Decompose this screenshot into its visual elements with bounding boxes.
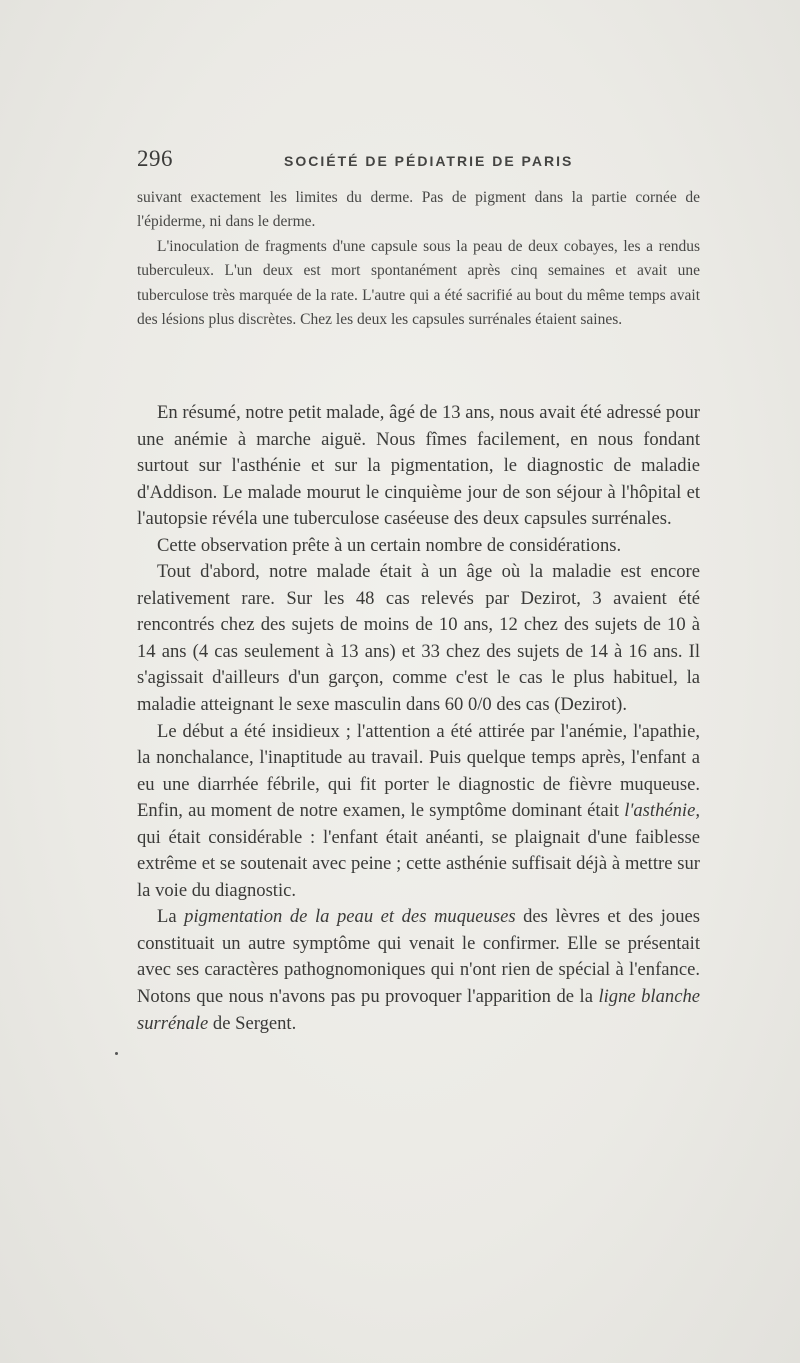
print-speck: [115, 1052, 118, 1055]
small-paragraph: L'inoculation de fragments d'une capsule sous la peau de deux cobayes, les a rendus tuberculeux. L'un deux est mort spontanément après cinq semaines et avait une tuberculose très marquée de la rate. L'autre qui a été sacrifié au bout du même temps avait des lésions plus discrètes. Chez les deux les capsules surrénales étaient saines.: [137, 237, 700, 329]
body-paragraph: [137, 559, 700, 718]
italic-phrase: ligne blanche surrénale: [137, 986, 700, 1034]
text-run: de Sergent.: [208, 1012, 297, 1034]
text-run: Le début a été insidieux ; l'attention a été attirée par l'anémie, l'apathie, la nonchalance, l'inaptitude au travail. Puis quelque temps après, l'enfant a eu une diarrhée fébrile, qui fit porter le diagnostic de fièvre muqueuse. Enfin, au moment de notre examen, le symptôme dominant était: [137, 720, 700, 822]
text-run: En résumé, notre petit malade, âgé de 13 ans, nous avait été adressé pour une anémie à marche aiguë. Nous fîmes facilement, en nous fondant surtout sur l'asthénie et sur la pigmentation, le diagnostic de maladie d'Addison. Le malade mourut le cinquième jour de son séjour à l'hôpital et l'autopsie révéla une tuberculose caséeuse des deux capsules surrénales.: [137, 402, 700, 530]
discussion-text: [137, 400, 700, 1037]
text-run: Cette observation prête à un certain nombre de considérations.: [157, 534, 622, 556]
text-run: Tout d'abord, notre malade était à un âge où la maladie est encore relativement rare. Sur les 48 cas relevés par Dezirot, 3 avaient été rencontrés chez des sujets de moins de 10 ans, 12 chez des sujets de 10 à 14 ans (4 cas seulement à 13 ans) et 33 chez des sujets de 14 à 16 ans. Il s'agissait d'ailleurs d'un garçon, comme c'est le cas le plus habituel, la maladie atteignant le sexe masculin dans 60 0/0 des cas (Dezirot).: [137, 561, 700, 716]
running-title: SOCIÉTÉ DE PÉDIATRIE DE PARIS: [284, 153, 574, 169]
text-run: La: [157, 906, 185, 928]
small-paragraph: suivant exactement les limites du derme. Pas de pigment dans la partie cornée de l'épiderme, ni dans le derme.: [137, 189, 700, 231]
text-run: des lèvres et des joues constituait un autre symptôme qui venait le confirmer. Elle se présentait avec ses caractères pathognomoniques qui n'ont rien de spécial à l'enfance. Notons que nous n'avons pas pu provoquer l'apparition de la: [137, 906, 700, 1008]
body-paragraph: [137, 400, 700, 533]
body-paragraph: [137, 904, 700, 1037]
page-number: 296: [137, 146, 173, 171]
body-paragraph: [137, 533, 700, 560]
text-run: qui était considérable : l'enfant était anéanti, se plaignait d'une faiblesse extrême et se soutenait avec peine ; cette asthénie suffisait déjà à mettre sur la voie du diagnostic.: [137, 826, 700, 901]
observation-details: [137, 186, 700, 332]
page-header: [137, 146, 700, 176]
italic-phrase: pigmentation de la peau et des muqueuses: [184, 906, 516, 928]
italic-phrase: l'asthénie,: [624, 800, 700, 822]
body-paragraph: [137, 719, 700, 905]
